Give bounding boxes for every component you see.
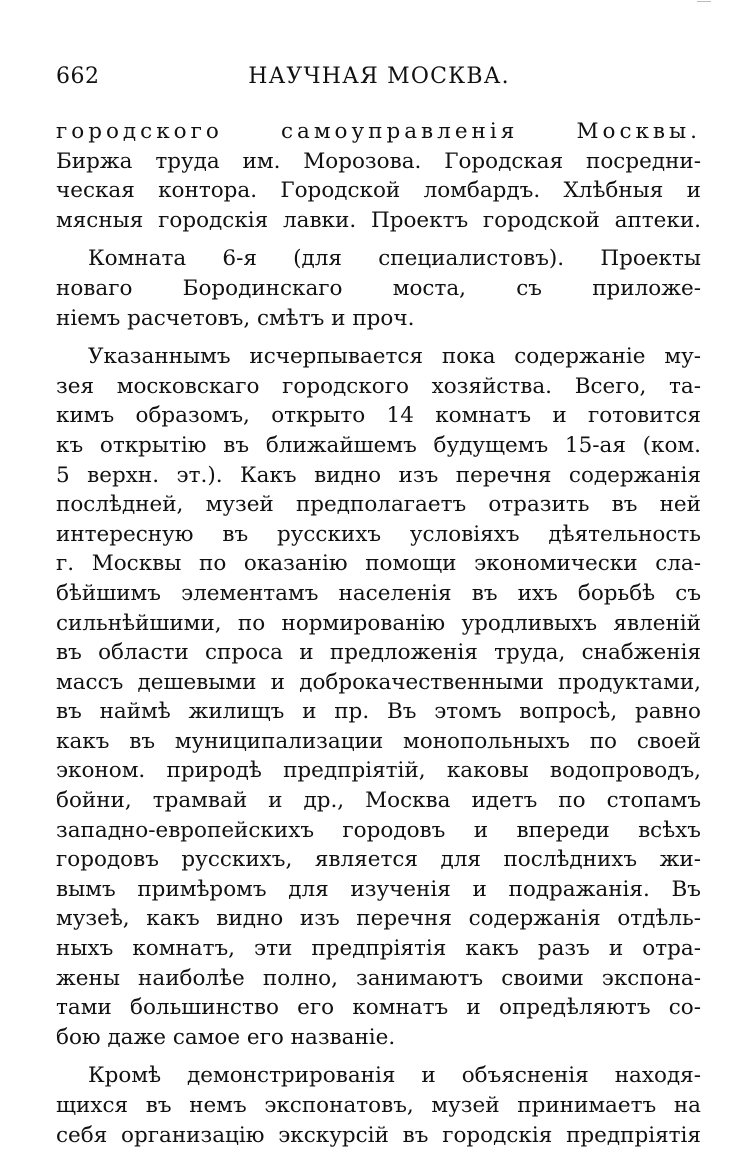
text-line: какъ въ муниципализации монопольныхъ по своей bbox=[56, 728, 701, 754]
text-line: ныхъ комнатъ, эти предпріятія какъ разъ и отра- bbox=[56, 936, 701, 962]
text-line: мясныя городскія лавки. Проектъ городской аптеки. bbox=[56, 207, 701, 233]
text-line: интересную въ русскихъ условіяхъ дѣятельность bbox=[56, 521, 701, 547]
paragraph-4 bbox=[56, 1061, 701, 1150]
text-line: массъ дешевыми и доброкачественными продуктами, bbox=[56, 669, 701, 695]
page-header bbox=[56, 64, 702, 98]
body-text bbox=[56, 117, 701, 1150]
text-line: Указаннымъ исчерпывается пока содержаніе му- bbox=[88, 344, 701, 370]
text-line: 5 верхн. эт.). Какъ видно изъ перечня содержанія bbox=[56, 462, 701, 488]
text-line: сильнѣйшими, по нормированію уродливыхъ явленій bbox=[56, 610, 701, 636]
text-line: Биржа труда им. Морозова. Городская посредни- bbox=[56, 148, 701, 174]
text-line: ческая контора. Городской ломбардъ. Хлѣбныя и bbox=[56, 178, 701, 204]
running-title: НАУЧНАЯ МОСКВА. bbox=[248, 64, 510, 89]
text-line: музеѣ, какъ видно изъ перечня содержанія отдѣль- bbox=[56, 906, 701, 932]
text-line: г. Москвы по оказанію помощи экономически сла- bbox=[56, 551, 701, 577]
text-line: бѣйшимъ элементамъ населенія въ ихъ борьбѣ съ bbox=[56, 580, 701, 606]
text-line: бойни, трамвай и др., Москва идетъ по стопамъ bbox=[56, 788, 701, 814]
margin-mark bbox=[697, 1, 711, 2]
text-line: тами большинство его комнатъ и опредѣляютъ со- bbox=[56, 995, 701, 1021]
text-line: въ области спроса и предложенія труда, снабженія bbox=[56, 640, 701, 666]
text-line: Кромѣ демонстрированія и объясненія находя- bbox=[88, 1063, 701, 1089]
text-line: ніемъ расчетовъ, смѣтъ и проч. bbox=[56, 305, 415, 331]
text-line: въ наймѣ жилищъ и пр. Въ этомъ вопросѣ, равно bbox=[56, 699, 701, 725]
page-number: 662 bbox=[56, 64, 100, 89]
text-line: западно-европейскихъ городовъ и впереди всѣхъ bbox=[56, 817, 701, 843]
text-line: себя организацію экскурсій въ городскія предпріятія bbox=[56, 1122, 701, 1148]
text-line: городовъ русскихъ, является для послѣднихъ жи- bbox=[56, 847, 701, 873]
text-line: къ открытію въ ближайшемъ будущемъ 15-ая (ком. bbox=[56, 432, 701, 458]
text-line: кимъ образомъ, открыто 14 комнатъ и готовится bbox=[56, 403, 701, 429]
paragraph-2 bbox=[56, 244, 701, 333]
text-line: послѣдней, музей предполагаетъ отразить въ ней bbox=[56, 492, 701, 518]
text-line: жены наиболѣе полно, занимаютъ своими экспона- bbox=[56, 965, 701, 991]
text-line: вымъ примѣромъ для изученія и подражанія. Въ bbox=[56, 876, 701, 902]
text-line: городского самоуправленія Москвы. bbox=[56, 119, 701, 144]
paragraph-1 bbox=[56, 117, 701, 235]
text-line: зея московскаго городского хозяйства. Всего, та- bbox=[56, 373, 701, 399]
text-line: Комната 6-я (для специалистовъ). Проекты bbox=[88, 246, 701, 272]
paragraph-3 bbox=[56, 342, 701, 1052]
text-line: щихся въ немъ экспонатовъ, музей принимаетъ на bbox=[56, 1093, 701, 1118]
text-line: бою даже самое его названіе. bbox=[56, 1024, 396, 1050]
text-line: новаго Бородинскаго моста, съ приложе- bbox=[56, 275, 701, 301]
text-line: эконом. природѣ предпріятій, каковы водопроводъ, bbox=[56, 758, 701, 784]
